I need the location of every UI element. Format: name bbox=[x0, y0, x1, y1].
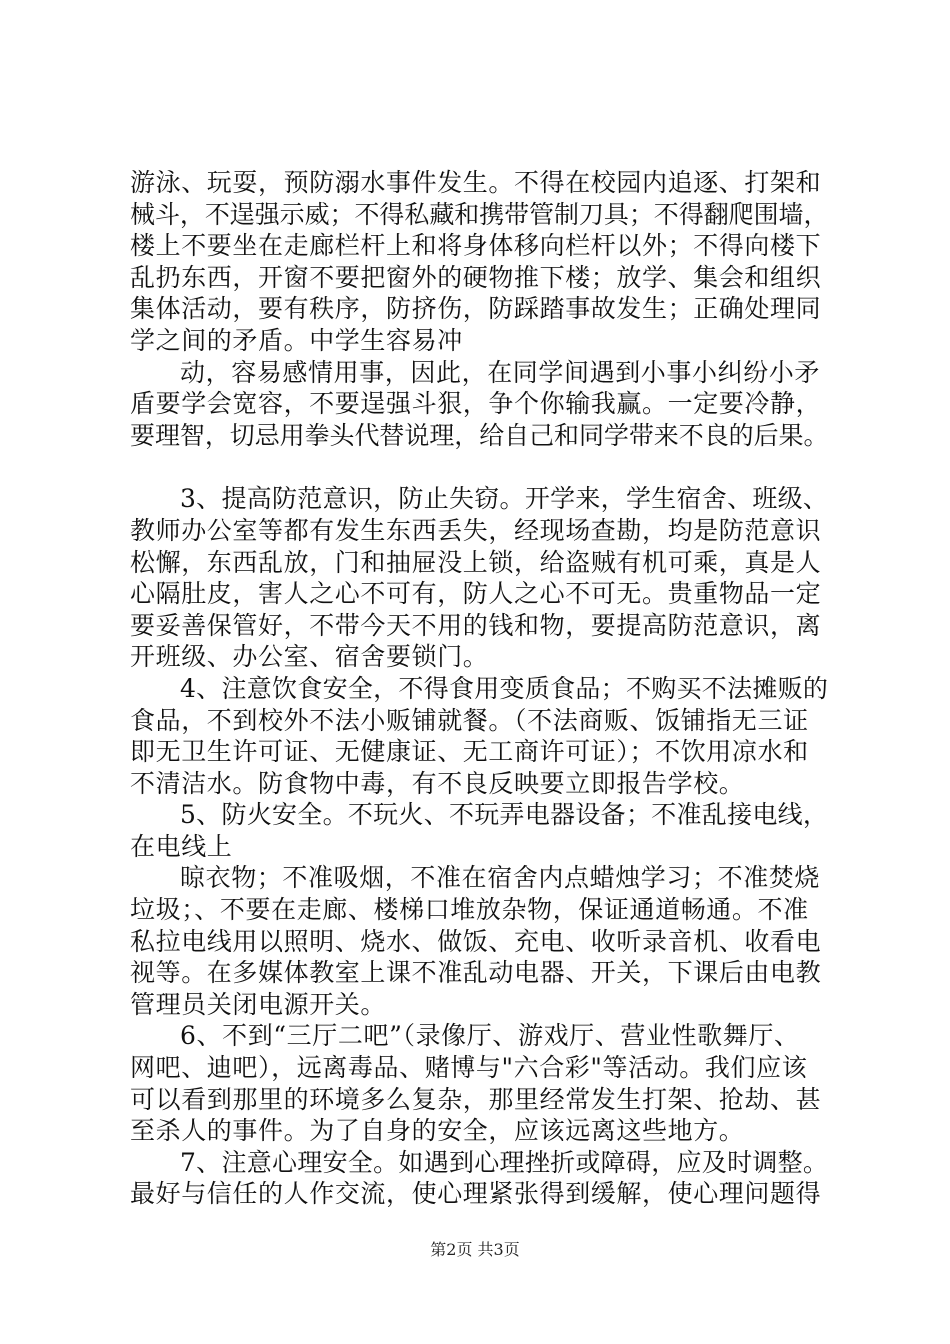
text-line: 最好与信任的人作交流，使心理紧张得到缓解，使心理问题得 bbox=[130, 1179, 822, 1209]
text-line: 学之间的矛盾。中学生容易冲 bbox=[130, 325, 463, 355]
text-line: 私拉电线用以照明、烧水、做饭、充电、收听录音机、收看电 bbox=[130, 926, 822, 956]
text-line: 游泳、玩耍，预防溺水事件发生。不得在校园内追逐、打架和 bbox=[130, 168, 822, 197]
text-line: 5、防火安全。不玩火、不玩弄电器设备；不准乱接电线， bbox=[180, 800, 829, 830]
text-line: 集体活动，要有秩序，防挤伤，防踩踏事故发生；正确处理同 bbox=[130, 294, 822, 324]
text-line: 乱扔东西，开窗不要把窗外的硬物推下楼；放学、集会和组织 bbox=[130, 262, 822, 292]
text-line: 楼上不要坐在走廊栏杆上和将身体移向栏杆以外；不得向楼下 bbox=[130, 231, 822, 261]
text-line: 至杀人的事件。为了自身的安全，应该远离这些地方。 bbox=[130, 1116, 745, 1146]
text-line: 在电线上 bbox=[130, 831, 233, 861]
text-line: 不清洁水。防食物中毒，有不良反映要立即报告学校。 bbox=[130, 768, 745, 798]
document-body bbox=[130, 167, 830, 1210]
text-line: 开班级、办公室、宿舍要锁门。 bbox=[130, 642, 489, 672]
text-line: 7、注意心理安全。如遇到心理挫折或障碍，应及时调整。 bbox=[180, 1147, 829, 1177]
text-line: 网吧、迪吧），远离毒品、赌博与"六合彩"等活动。我们应该 bbox=[130, 1053, 808, 1083]
text-line: 心隔肚皮，害人之心不可有，防人之心不可无。贵重物品一定 bbox=[130, 579, 822, 609]
text-line: 视等。在多媒体教室上课不准乱动电器、开关，下课后由电教 bbox=[130, 958, 822, 988]
text-line: 要妥善保管好，不带今天不用的钱和物，要提高防范意识，离 bbox=[130, 610, 822, 640]
text-line: 4、注意饮食安全，不得食用变质食品；不购买不法摊贩的 bbox=[180, 673, 829, 703]
page-number-footer: 第2页 共3页 bbox=[430, 1240, 520, 1259]
text-line: 食品，不到校外不法小贩铺就餐。（不法商贩、饭铺指无三证 bbox=[130, 705, 809, 735]
text-line: 要理智，切忌用拳头代替说理，给自己和同学带来不良的后果。 bbox=[130, 420, 829, 450]
text-line: 教师办公室等都有发生东西丢失，经现场查勘，均是防范意识 bbox=[130, 515, 822, 545]
text-line: 晾衣物；不准吸烟，不准在宿舍内点蜡烛学习；不准焚烧 bbox=[180, 863, 821, 893]
text-line: 管理员关闭电源开关。 bbox=[130, 989, 387, 1019]
paragraph-gap bbox=[130, 451, 830, 483]
text-line: 3、提高防范意识，防止失窃。开学来，学生宿舍、班级、 bbox=[180, 484, 829, 514]
text-line: 盾要学会宽容，不要逞强斗狠，争个你输我赢。一定要冷静， bbox=[130, 389, 822, 419]
text-line: 6、不到“三厅二吧”（录像厅、游戏厅、营业性歌舞厅、 bbox=[180, 1021, 800, 1051]
text-line: 垃圾；、不要在走廊、楼梯口堆放杂物，保证通道畅通。不准 bbox=[130, 895, 809, 925]
text-line: 可以看到那里的环境多么复杂，那里经常发生打架、抢劫、甚 bbox=[130, 1084, 822, 1114]
text-line: 松懈，东西乱放，门和抽屉没上锁，给盗贼有机可乘，真是人 bbox=[130, 547, 822, 577]
text-line: 即无卫生许可证、无健康证、无工商许可证）；不饮用凉水和 bbox=[130, 737, 809, 767]
text-line: 动，容易感情用事，因此，在同学间遇到小事小纠纷小矛 bbox=[180, 357, 821, 387]
text-line: 械斗，不逞强示威；不得私藏和携带管制刀具；不得翻爬围墙， bbox=[130, 199, 829, 229]
